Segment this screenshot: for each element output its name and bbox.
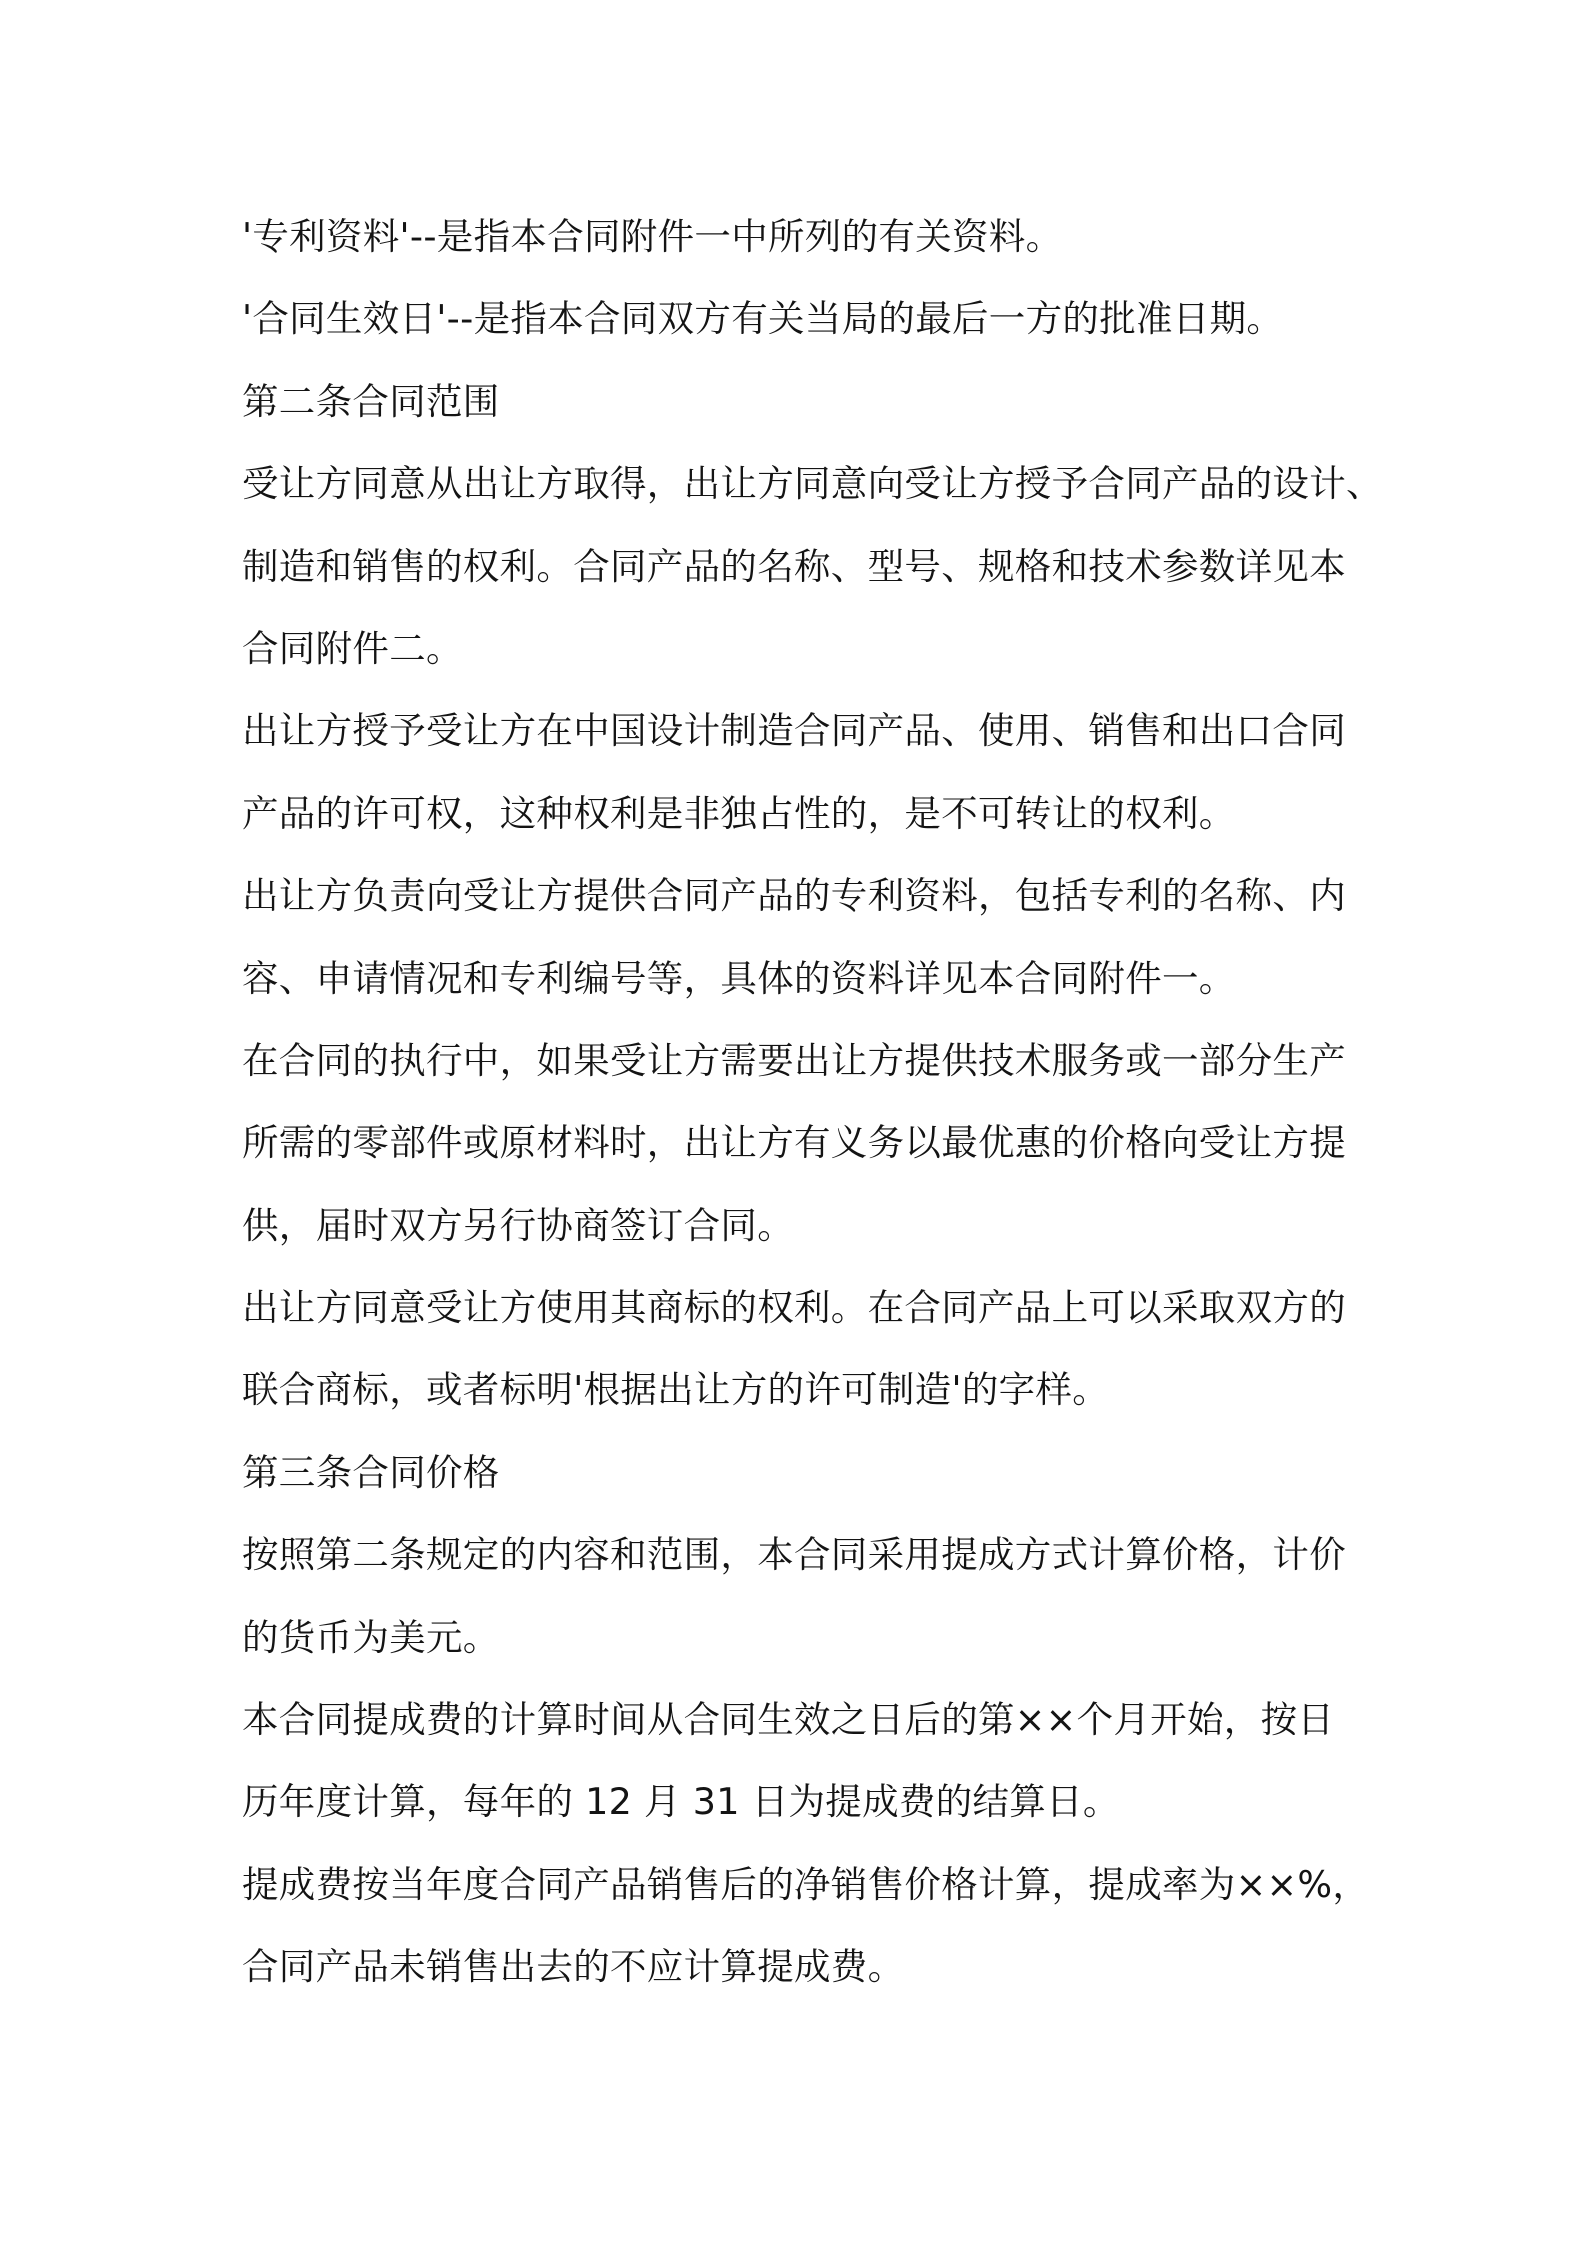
paragraph-line: 出让方负责向受让方提供合同产品的专利资料，包括专利的名称、内 <box>242 874 1346 918</box>
definition-effective-date: '合同生效日'--是指本合同双方有关当局的最后一方的批准日期。 <box>242 297 1284 341</box>
paragraph-line: 历年度计算，每年的 12 月 31 日为提成费的结算日。 <box>242 1780 1120 1824</box>
paragraph-line: 容、申请情况和专利编号等，具体的资料详见本合同附件一。 <box>242 956 1236 1000</box>
paragraph-line: 产品的许可权，这种权利是非独占性的，是不可转让的权利。 <box>242 791 1236 835</box>
paragraph-line: 的货币为美元。 <box>242 1615 500 1659</box>
definition-patent-materials: '专利资料'--是指本合同附件一中所列的有关资料。 <box>242 215 1063 258</box>
paragraph-line: 出让方授予受让方在中国设计制造合同产品、使用、销售和出口合同 <box>242 709 1346 753</box>
paragraph-line: 受让方同意从出让方取得，出让方同意向受让方授予合同产品的设计、 <box>242 462 1383 506</box>
paragraph-line: 合同产品未销售出去的不应计算提成费。 <box>242 1945 905 1989</box>
document-body <box>242 196 1382 2009</box>
paragraph-line: 提成费按当年度合同产品销售后的净销售价格计算，提成率为××%， <box>242 1862 1370 1906</box>
paragraph-line: 供，届时双方另行协商签订合同。 <box>242 1203 794 1247</box>
paragraph-line: 合同附件二。 <box>242 626 463 670</box>
paragraph-line: 在合同的执行中，如果受让方需要出让方提供技术服务或一部分生产 <box>242 1038 1346 1082</box>
paragraph-line: 制造和销售的权利。合同产品的名称、型号、规格和技术参数详见本 <box>242 544 1346 588</box>
paragraph-line: 出让方同意受让方使用其商标的权利。在合同产品上可以采取双方的 <box>242 1286 1346 1330</box>
heading-article-2: 第二条合同范围 <box>242 379 500 423</box>
paragraph-line: 按照第二条规定的内容和范围，本合同采用提成方式计算价格，计价 <box>242 1533 1346 1577</box>
paragraph-line: 所需的零部件或原材料时，出让方有义务以最优惠的价格向受让方提 <box>242 1121 1346 1165</box>
paragraph-line: 联合商标，或者标明'根据出让方的许可制造'的字样。 <box>242 1368 1110 1412</box>
heading-article-3: 第三条合同价格 <box>242 1450 500 1494</box>
paragraph-line: 本合同提成费的计算时间从合同生效之日后的第××个月开始，按日 <box>242 1698 1335 1742</box>
